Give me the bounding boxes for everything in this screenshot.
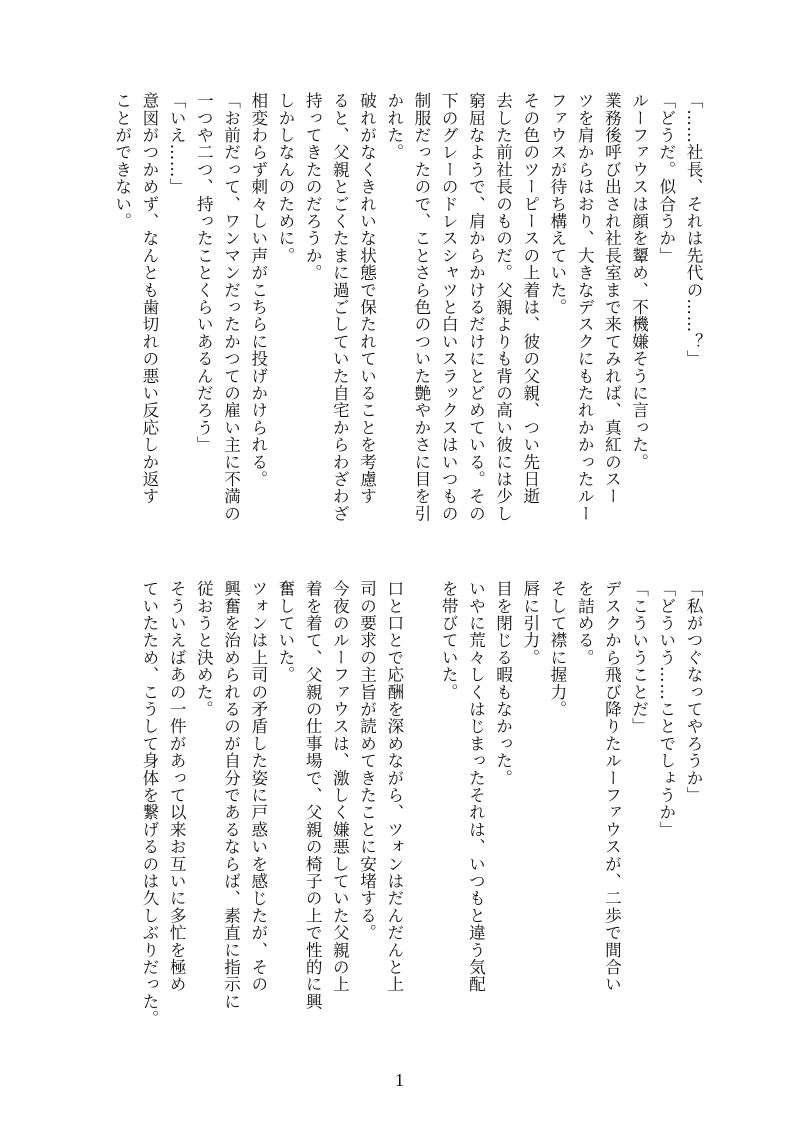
text-line: 着を着て、父親の仕事場で、父親の椅子の上で性的に興: [303, 580, 323, 1010]
text-line: 一つや二つ、持ったことくらいあるんだろう」: [194, 92, 214, 454]
text-line: を帯びていた。: [439, 580, 459, 701]
text-line: 「……社長、それは先代の……？」: [684, 92, 703, 368]
text-line: かれた。: [384, 92, 404, 161]
text-line: 去した前社長のものだ。父親よりも背の高い彼には少し: [493, 92, 513, 522]
text-line: 制服だったので、ことさら色のついた艶やかさに目を引: [411, 92, 431, 522]
text-line: 破れがなくきれいな状態で保たれていることを考慮す: [357, 92, 377, 505]
text-line: 司の要求の主旨が読めてきたことに安堵する。: [357, 580, 377, 942]
text-line: 興奮を治められるのが自分であるならば、素直に指示に: [221, 580, 241, 1010]
blank-line: [408, 580, 435, 1060]
upper-text-block: [109, 92, 707, 562]
text-line: 「お前だって、ワンマンだったかつての雇い主に不満の: [221, 92, 241, 522]
text-line: ていたため、こうして身体を繋げるのは久しぶりだった。: [139, 580, 159, 1028]
text-line: ルーファウスは顔を顰め、不機嫌そうに言った。: [629, 92, 649, 471]
text-line: 「こういうことだ」: [629, 580, 649, 735]
text-line: 相変わらず刺々しい声がこちらに投げかけられる。: [248, 92, 268, 488]
text-line: デスクから飛び降りたルーファウスが、二歩で間合い: [602, 580, 622, 993]
text-line: 意図がつかめず、なんとも歯切れの悪い反応しか返す: [139, 92, 159, 505]
text-line: そして襟に握力。: [547, 580, 567, 718]
lower-text-block: [136, 580, 707, 1060]
text-line: を詰める。: [575, 580, 595, 666]
text-line: そういえばあの一件があって以来お互いに多忙を極め: [167, 580, 187, 993]
text-line: ると、父親とごくたまに過ごしていた自宅からわざわざ: [330, 92, 350, 522]
text-line: ファウスが待ち構えていた。: [547, 92, 567, 316]
text-line: 奮していた。: [275, 580, 295, 684]
text-line: 「私がつぐなってやろうか」: [684, 580, 703, 804]
text-line: 持ってきたのだろうか。: [303, 92, 323, 282]
text-line: ツを肩からはおり、大きなデスクにもたれかかったルー: [575, 92, 595, 522]
text-line: 「どういう……ことでしょうか」: [656, 580, 676, 838]
text-line: 窮屈なようで、肩からかけるだけにとどめている。その: [466, 92, 486, 522]
text-line: 今夜のルーファウスは、激しく嫌悪していた父親の上: [330, 580, 350, 993]
text-line: いやに荒々しくはじまったそれは、いつもと違う気配: [466, 580, 486, 993]
text-line: 口と口とで応酬を深めながら、ツォンはだんだんと上: [384, 580, 404, 993]
text-line: 目を閉じる暇もなかった。: [493, 580, 513, 787]
text-line: 従おうと決めた。: [194, 580, 214, 718]
page-number: 1: [395, 1070, 404, 1090]
text-line: 「いえ……」: [167, 92, 187, 196]
text-line: ことができない。: [112, 92, 132, 230]
text-line: 唇に引力。: [520, 580, 540, 666]
text-line: 業務後呼び出され社長室まで来てみれば、真紅のスー: [602, 92, 622, 505]
text-line: しかしなんのために。: [275, 92, 295, 264]
text-line: 「どうだ。似合うか」: [656, 92, 676, 264]
text-line: その色のツーピースの上着は、彼の父親、つい先日逝: [520, 92, 540, 505]
text-line: 下のグレーのドレスシャツと白いスラックスはいつもの: [439, 92, 459, 522]
text-line: ツォンは上司の矛盾した姿に戸惑いを感じたが、その: [248, 580, 268, 993]
